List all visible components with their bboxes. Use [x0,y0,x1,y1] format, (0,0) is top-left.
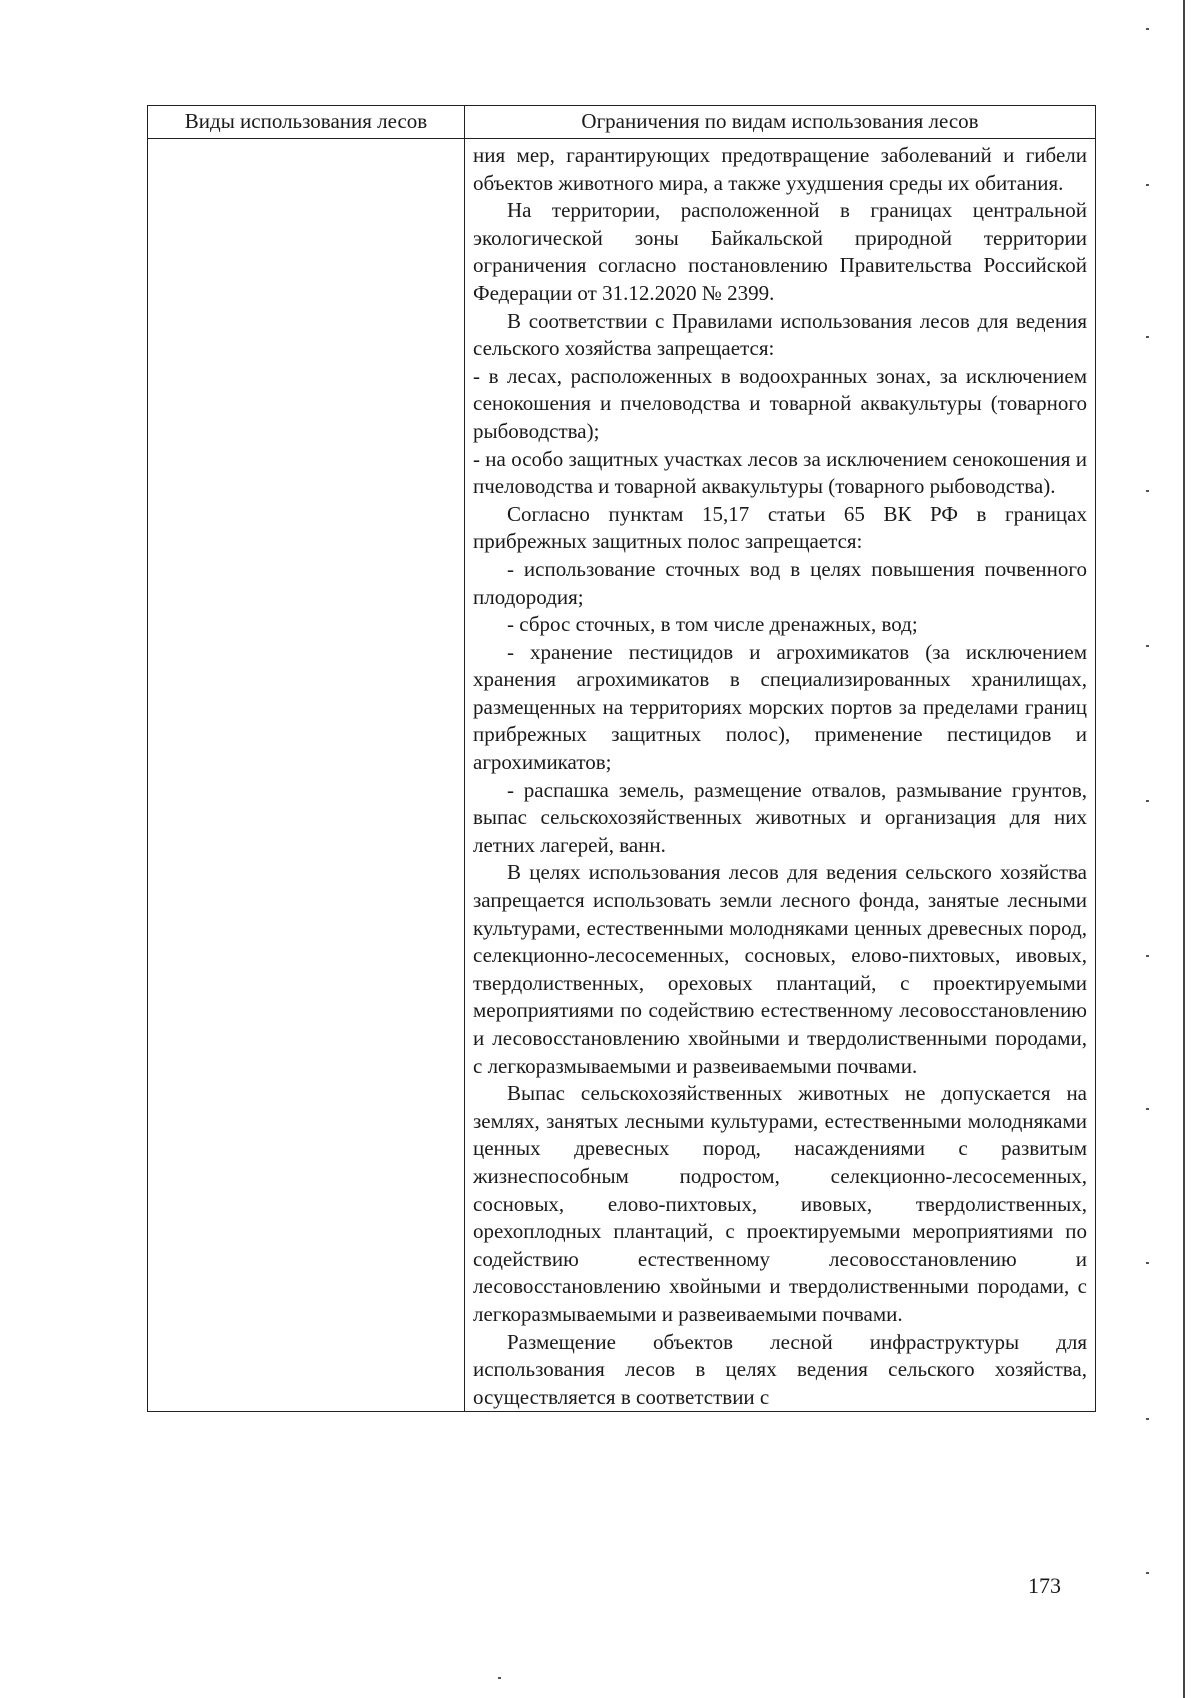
header-forest-use-types: Виды использования лесов [148,106,465,139]
restriction-paragraph: - хранение пестицидов и агрохимикатов (за исключением хранения агрохимикатов в специализированных хранилищах, размещенных на территориях морских портов за пределами границ прибрежных защитных полос), применение пестицидов и агрохимикатов; [473,639,1087,775]
scan-mark [1146,800,1149,802]
table-row [148,139,1096,1412]
scan-mark [1146,28,1149,30]
restriction-paragraph: В соответствии с Правилами использования лесов для ведения сельского хозяйства запрещается: [473,308,1087,361]
restriction-paragraph: На территории, расположенной в границах центральной экологической зоны Байкальской природной территории ограничения согласно постановлению Правительства Российской Федерации от 31.12.2020 № 2399. [473,198,1087,305]
restriction-paragraph: Согласно пунктам 15,17 статьи 65 ВК РФ в границах прибрежных защитных полос запрещается: [473,501,1087,554]
restriction-paragraph: - на особо защитных участках лесов за исключением сенокошения и пчеловодства и товарной аквакультуры (товарного рыбоводства). [473,446,1087,499]
scan-mark [498,1677,501,1679]
scan-mark [1146,490,1149,492]
restrictions-cell [465,139,1096,1412]
page-number: 173 [1028,1573,1061,1598]
scan-mark [1146,955,1149,957]
restriction-paragraph: В целях использования лесов для ведения сельского хозяйства запрещается использовать земли лесного фонда, занятые лесными культурами, естественными молодняками ценных древесных пород, селекционно-лесосеменных, сосновых, елово-пихтовых, ивовых, твердолиственных, ореховых плантаций, с проектируемыми мероприятиями по содействию естественному лесовосстановлению и лесовосстановлению хвойными и твердолиственными породами, с легкоразмываемыми и развеиваемыми почвами. [473,860,1087,1078]
header-restrictions: Ограничения по видам использования лесов [465,106,1096,139]
restrictions-text [465,139,1095,1411]
restrictions-table [147,105,1096,1412]
scan-mark [1146,336,1149,338]
scan-mark [1146,184,1149,186]
scan-edge-line [1183,0,1185,1698]
restriction-paragraph: Выпас сельскохозяйственных животных не допускается на землях, занятых лесными культурами, естественными молодняками ценных древесных пород, насаждениями с развитым жизнеспособным подростом, селекционно-лесосеменных, сосновых, елово-пихтовых, ивовых, твердолиственных, орехоплодных плантаций, с проектируемыми мероприятиями по содействию естественному лесовосстановлению и лесовосстановлению хвойными и твердолиственными породами, с легкоразмываемыми и развеиваемыми почвами. [473,1081,1087,1326]
scan-mark [1146,1418,1149,1420]
forest-use-type-cell [148,139,465,1412]
scan-mark [1146,1572,1149,1574]
scan-mark [1146,1108,1149,1110]
restriction-paragraph: - в лесах, расположенных в водоохранных зонах, за исключением сенокошения и пчеловодства и товарной аквакультуры (товарного рыбоводства); [473,363,1087,443]
restriction-paragraph: ния мер, гарантирующих предотвращение заболеваний и гибели объектов животного мира, а также ухудшения среды их обитания. [473,143,1087,195]
restriction-paragraph: - использование сточных вод в целях повышения почвенного плодородия; [473,556,1087,609]
restriction-paragraph: Размещение объектов лесной инфраструктуры для использования лесов в целях ведения сельского хозяйства, осуществляется в соответствии с [473,1329,1087,1409]
table-header-row [148,106,1096,139]
restriction-paragraph: - сброс сточных, в том числе дренажных, вод; [507,612,918,637]
restriction-paragraph: - распашка земель, размещение отвалов, размывание грунтов, выпас сельскохозяйственных животных и организация для них летних лагерей, ванн. [473,777,1087,857]
scan-mark [1146,1262,1149,1264]
scan-mark [1146,645,1149,647]
